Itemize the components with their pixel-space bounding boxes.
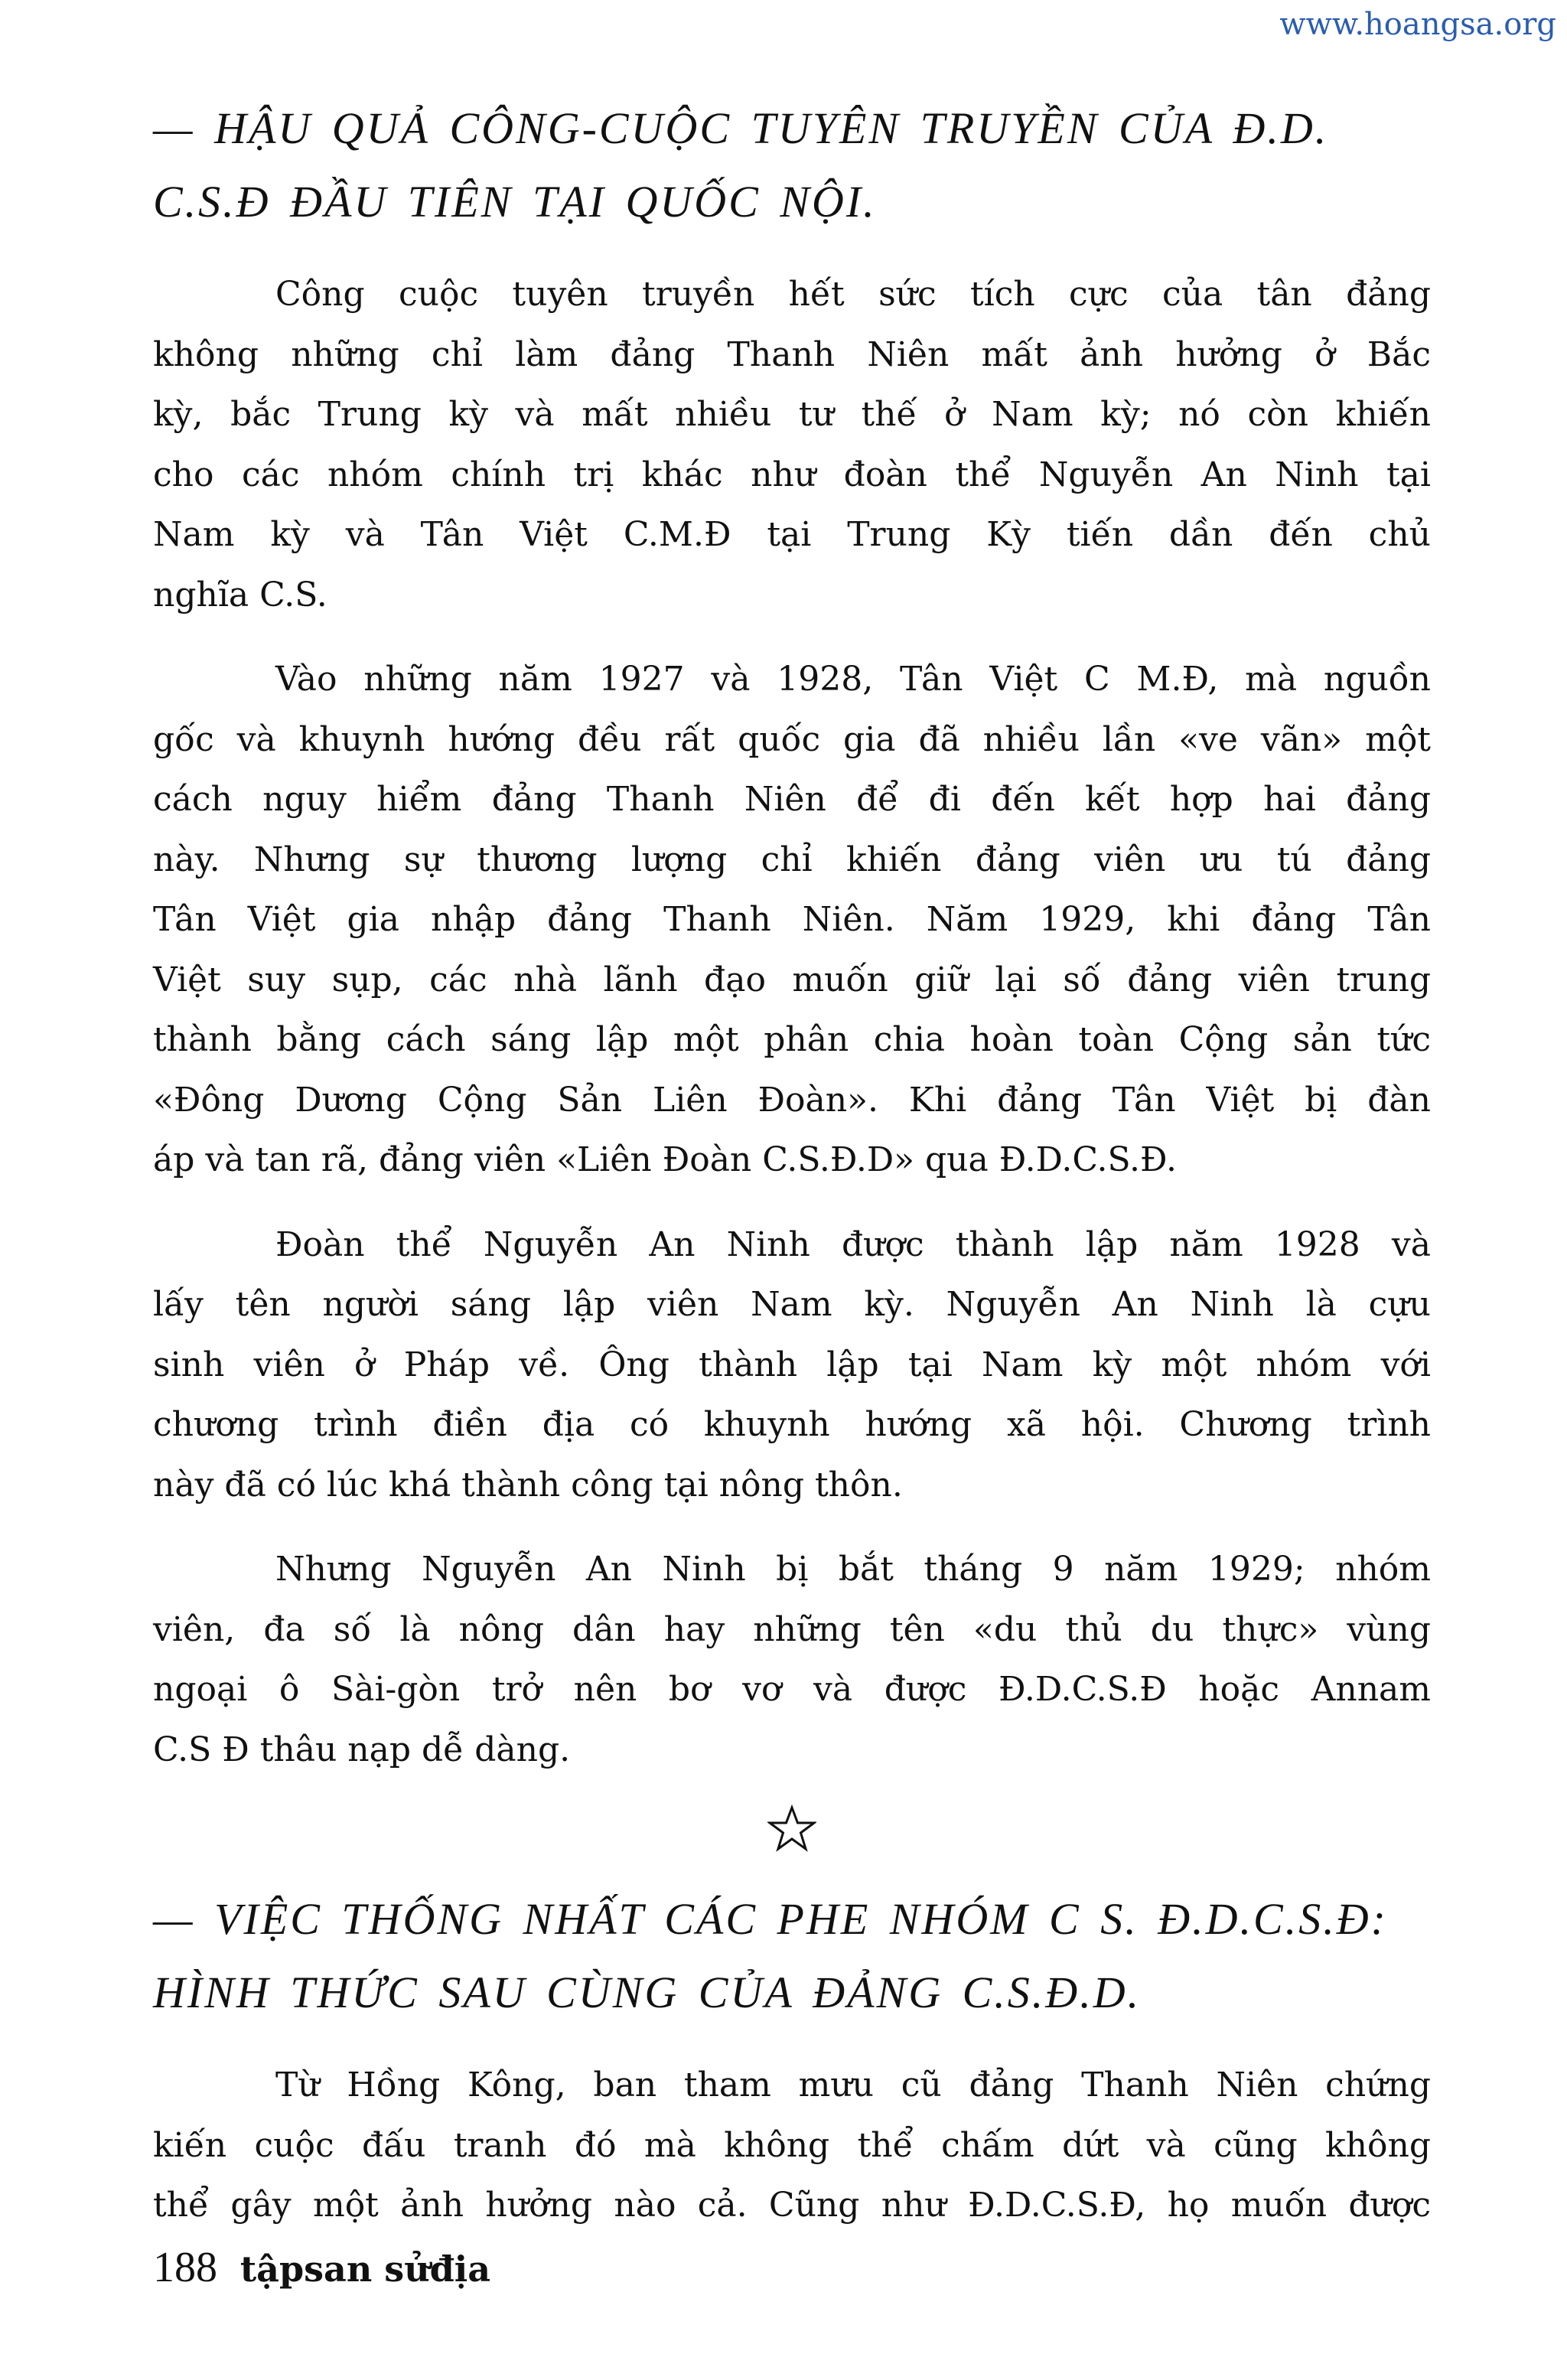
text-line: lấy tên người sáng lập viên Nam kỳ. Nguyễn An Ninh là cựu	[153, 1285, 1431, 1324]
text-line: Vào những năm 1927 và 1928, Tân Việt C M.Đ, mà nguồn	[275, 660, 1431, 699]
text-line: C.S Đ thâu nạp dễ dàng.	[153, 1730, 571, 1769]
text-line: Nam kỳ và Tân Việt C.M.Đ tại Trung Kỳ tiến dần đến chủ	[153, 515, 1431, 554]
text-line: áp và tan rã, đảng viên «Liên Đoàn C.S.Đ.D» qua Đ.D.C.S.Đ.	[153, 1140, 1177, 1179]
text-line: Nhưng Nguyễn An Ninh bị bắt tháng 9 năm 1929; nhóm	[275, 1550, 1431, 1589]
section-divider	[153, 1805, 1431, 1873]
text-line: viên, đa số là nông dân hay những tên «du thủ du thực» vùng	[153, 1609, 1431, 1649]
text-line: kiến cuộc đấu tranh đó mà không thể chấm dứt và cũng không	[153, 2125, 1431, 2165]
text-line: Công cuộc tuyên truyền hết sức tích cực của tân đảng	[275, 275, 1431, 314]
section-heading-1	[153, 92, 1431, 239]
site-watermark-url: www.hoangsa.org	[1279, 7, 1556, 42]
heading-line: — VIỆC THỐNG NHẤT CÁC PHE NHÓM C S. Đ.D.C.S.Đ:	[153, 1894, 1388, 1944]
text-line: không những chỉ làm đảng Thanh Niên mất ảnh hưởng ở Bắc	[153, 334, 1431, 374]
text-line: Tân Việt gia nhập đảng Thanh Niên. Năm 1929, khi đảng Tân	[153, 900, 1431, 939]
page-content	[153, 92, 1431, 2261]
paragraph-5	[153, 2056, 1431, 2236]
text-line: Từ Hồng Kông, ban tham mưu cũ đảng Thanh Niên chứng	[275, 2065, 1431, 2105]
text-line: nghĩa C.S.	[153, 575, 327, 615]
heading-line: HÌNH THỨC SAU CÙNG CỦA ĐẢNG C.S.Đ.D.	[153, 1968, 1142, 2017]
paragraph-2	[153, 650, 1431, 1191]
heading-line: — HẬU QUẢ CÔNG-CUỘC TUYÊN TRUYỀN CỦA Đ.D.	[153, 103, 1329, 153]
text-line: cách nguy hiểm đảng Thanh Niên để đi đến kết hợp hai đảng	[153, 780, 1431, 819]
text-line: thành bằng cách sáng lập một phân chia hoàn toàn Cộng sản tức	[153, 1020, 1431, 1059]
paragraph-3	[153, 1215, 1431, 1516]
star-outline-icon	[767, 1842, 816, 1857]
text-line: kỳ, bắc Trung kỳ và mất nhiều tư thế ở Nam kỳ; nó còn khiến	[153, 395, 1431, 434]
section-heading-2	[153, 1883, 1431, 2030]
heading-line: C.S.Đ ĐẦU TIÊN TẠI QUỐC NỘI.	[153, 177, 877, 227]
text-line: này. Nhưng sự thương lượng chỉ khiến đảng viên ưu tú đảng	[153, 840, 1431, 879]
text-line: cho các nhóm chính trị khác như đoàn thể Nguyễn An Ninh tại	[153, 455, 1431, 494]
text-line: Đoàn thể Nguyễn An Ninh được thành lập năm 1928 và	[275, 1224, 1431, 1264]
publication-name: tậpsan sửđịa	[239, 2248, 491, 2290]
text-line: sinh viên ở Pháp về. Ông thành lập tại Nam kỳ một nhóm với	[153, 1345, 1431, 1384]
text-line: ngoại ô Sài-gòn trở nên bơ vơ và được Đ.D.C.S.Đ hoặc Annam	[153, 1670, 1431, 1709]
text-line: chương trình điền địa có khuynh hướng xã hội. Chương trình	[153, 1405, 1431, 1444]
paragraph-4	[153, 1540, 1431, 1780]
text-line: này đã có lúc khá thành công tại nông thôn.	[153, 1465, 903, 1505]
text-line: «Đông Dương Cộng Sản Liên Đoàn». Khi đảng Tân Việt bị đàn	[153, 1080, 1431, 1120]
text-line: Việt suy sụp, các nhà lãnh đạo muốn giữ lại số đảng viên trung	[153, 960, 1431, 999]
text-line: thể gây một ảnh hưởng nào cả. Cũng như Đ.D.C.S.Đ, họ muốn được	[153, 2186, 1431, 2225]
text-line: gốc và khuynh hướng đều rất quốc gia đã nhiều lần «ve vãn» một	[153, 719, 1431, 759]
paragraph-1	[153, 265, 1431, 625]
page-footer	[153, 2242, 490, 2294]
page-number: 188	[153, 2244, 217, 2291]
